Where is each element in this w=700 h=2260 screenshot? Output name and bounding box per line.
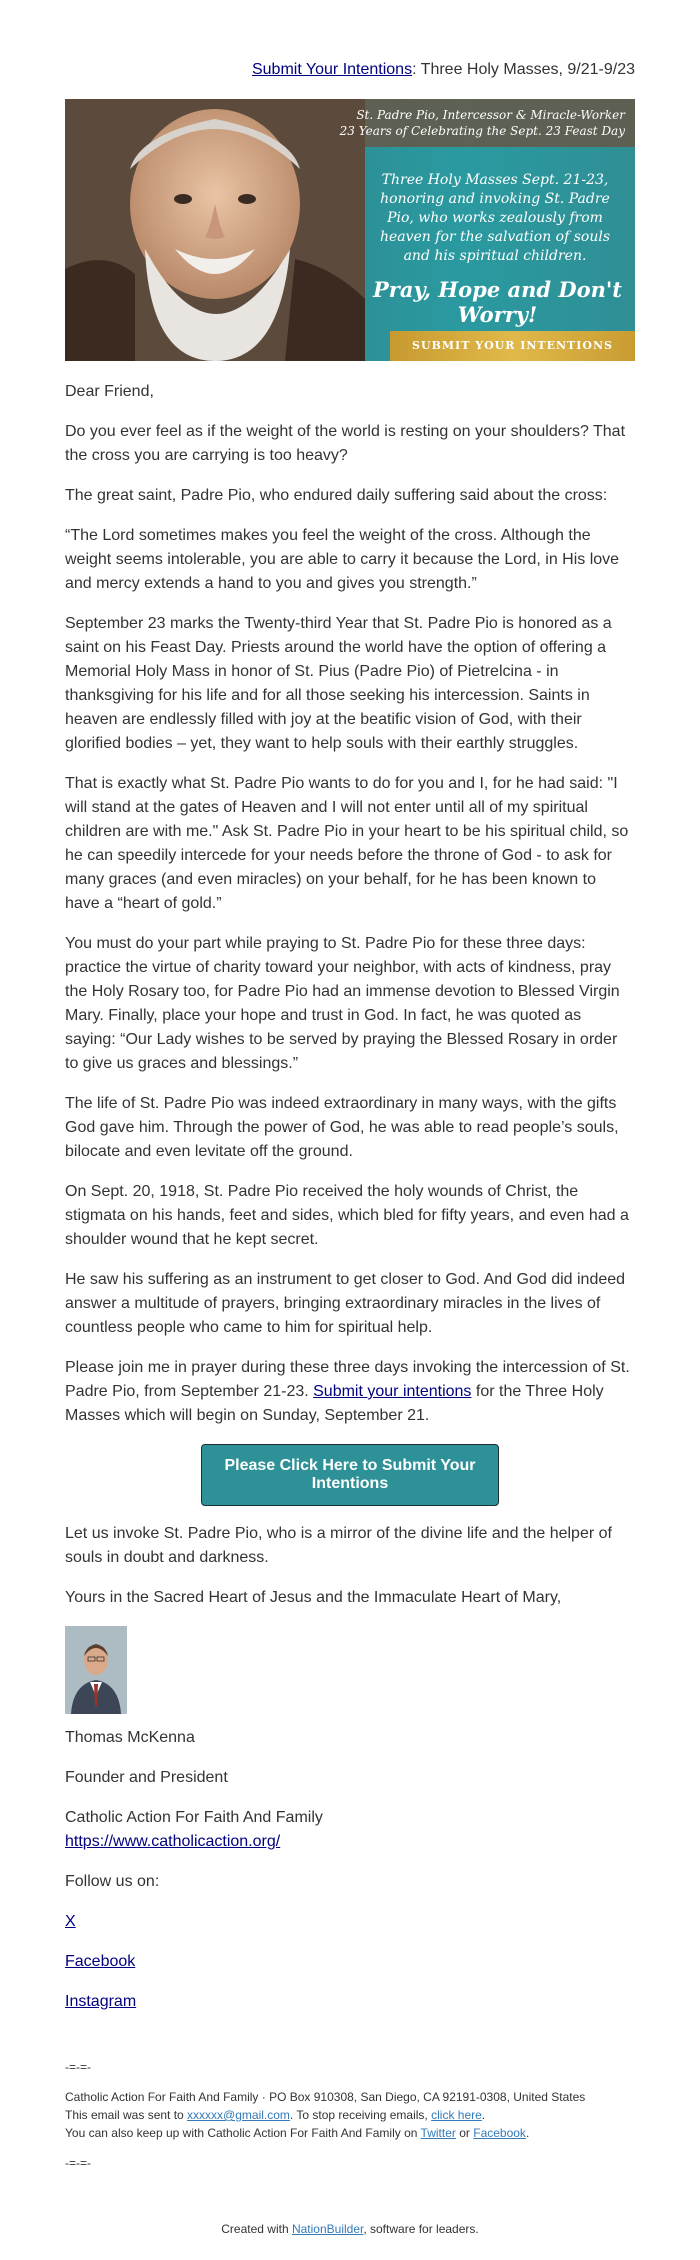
social-x-link[interactable]: X xyxy=(65,1913,76,1930)
footer-keepup-text: You can also keep up with Catholic Action For Faith And Family on xyxy=(65,2126,421,2140)
signature-org-block xyxy=(65,1806,635,1854)
banner-line2: 23 Years of Celebrating the Sept. 23 Feast Day xyxy=(339,124,625,138)
footer-or: or xyxy=(455,2126,474,2140)
footer-sent-text: This email was sent to xyxy=(65,2108,188,2122)
avatar xyxy=(65,1626,127,1714)
banner-line1: St. Padre Pio, Intercessor & Miracle-Worker xyxy=(356,108,625,122)
greeting: Dear Friend, xyxy=(65,383,154,400)
signature-org: Catholic Action For Faith And Family xyxy=(65,1809,323,1826)
paragraph-2: The great saint, Padre Pio, who endured daily suffering said about the cross: xyxy=(65,487,608,504)
footer-keepup-end: . xyxy=(525,2126,530,2140)
credit-text: Created with xyxy=(221,2222,292,2236)
closing: Yours in the Sacred Heart of Jesus and the Immaculate Heart of Mary, xyxy=(65,1589,562,1606)
paragraph-10 xyxy=(65,1356,635,1428)
social-instagram-row xyxy=(65,1990,635,2014)
banner[interactable] xyxy=(65,99,635,361)
paragraph-6: You must do your part while praying to St. Padre Pio for these three days: practice the virtue of charity toward your neighbor, with acts of kindness, pray the Holy Rosary too, for Padre Pio had an immense devotion to Blessed Virgin Mary. Finally, place your hope and trust in God. In fact, he was quoted as saying: “Our Lady wishes to be served by praying the Blessed Rosary in order to give us graces and blessings.” xyxy=(65,935,620,1072)
paragraph-8: On Sept. 20, 1918, St. Padre Pio received the holy wounds of Christ, the stigmata on his hands, feet and sides, which bled for fifty years, and even had a shoulder wound that he kept secret. xyxy=(65,1183,629,1248)
submit-intentions-inline-link[interactable]: Submit your intentions xyxy=(313,1383,472,1400)
footer-sent-mid: . To stop receiving emails, xyxy=(289,2108,432,2122)
social-x-row xyxy=(65,1910,635,1934)
footer-keepup-line xyxy=(65,2124,635,2142)
credit-text-end: , software for leaders. xyxy=(363,2222,479,2236)
footer-separator-bottom: -=-=- xyxy=(65,2156,92,2170)
footer xyxy=(65,2058,635,2184)
paragraph-11: Let us invoke St. Padre Pio, who is a mirror of the divine life and the helper of souls in doubt and darkness. xyxy=(65,1525,612,1566)
paragraph-1: Do you ever feel as if the weight of the world is resting on your shoulders? That the cross you are carrying is too heavy? xyxy=(65,423,626,464)
padre-pio-portrait xyxy=(65,99,365,361)
footer-address: Catholic Action For Faith And Family · PO Box 910308, San Diego, CA 92191-0308, United States xyxy=(65,2090,586,2104)
social-facebook-link[interactable]: Facebook xyxy=(65,1953,136,1970)
submit-intentions-button[interactable]: Please Click Here to Submit Your Intentions xyxy=(201,1444,499,1506)
unsubscribe-link[interactable]: click here xyxy=(431,2108,482,2122)
signature-name: Thomas McKenna xyxy=(65,1729,195,1746)
paragraph-9: He saw his suffering as an instrument to get closer to God. And God did indeed answer a multitude of prayers, bringing extraordinary miracles in the lives of countless people who came to him for spiritual help. xyxy=(65,1271,626,1336)
social-instagram-link[interactable]: Instagram xyxy=(65,1993,137,2010)
paragraph-7: The life of St. Padre Pio was indeed extraordinary in many ways, with the gifts God gave him. Through the power of God, he was able to read people’s souls, bilocate and even levitate off the ground. xyxy=(65,1095,619,1160)
banner-header-text xyxy=(325,107,625,139)
banner-slogan: Pray, Hope and Don't Worry! xyxy=(373,277,622,327)
footer-separator-top: -=-=- xyxy=(65,2060,92,2074)
banner-lead: Three Holy Masses Sept. 21-23, honoring and invoking St. Padre Pio, who works zealously from heaven for the salvation of souls and his spiritual children. xyxy=(379,172,611,264)
paragraph-3-quote: “The Lord sometimes makes you feel the weight of the cross. Although the weight seems intolerable, you are able to carry it because the Lord, in His love and mercy extends a hand to you and gives you strength.” xyxy=(65,527,620,592)
footer-sent-line xyxy=(65,2106,635,2124)
footer-facebook-link[interactable]: Facebook xyxy=(473,2126,526,2140)
recipient-email-link[interactable]: xxxxxx@gmail.com xyxy=(187,2108,290,2122)
paragraph-5: That is exactly what St. Padre Pio wants to do for you and I, for he had said: "I will stand at the gates of Heaven and I will not enter until all of my spiritual children are with me." Ask St. Padre Pio in your heart to be his spiritual child, so he can speedily intercede for your needs before the throne of God - to ask for many graces (and even miracles) on your behalf, for he has been known to have a “heart of gold.” xyxy=(65,775,629,912)
nationbuilder-link[interactable]: NationBuilder xyxy=(291,2222,364,2236)
letter-body xyxy=(65,380,635,2030)
twitter-link[interactable]: Twitter xyxy=(420,2126,456,2140)
follow-label: Follow us on: xyxy=(65,1873,160,1890)
cta-container xyxy=(65,1444,635,1506)
footer-sent-end: . xyxy=(481,2108,486,2122)
signature-title: Founder and President xyxy=(65,1769,228,1786)
credit-line xyxy=(0,2222,700,2236)
header-line xyxy=(252,61,635,79)
banner-submit-button[interactable]: SUBMIT YOUR INTENTIONS xyxy=(412,339,613,352)
header-rest: : Three Holy Masses, 9/21-9/23 xyxy=(412,61,635,78)
submit-intentions-header-link[interactable]: Submit Your Intentions xyxy=(251,61,413,78)
paragraph-4: September 23 marks the Twenty-third Year that St. Padre Pio is honored as a saint on his Feast Day. Priests around the world have the option of offering a Memorial Holy Mass in honor of St. Pius (Padre Pio) of Pietrelcina - in thanksgiving for his life and for all those seeking his intercession. Saints in heaven are endlessly filled with joy at the beatific vision of God, with their glorified bodies – yet, they want to help souls with their earthly struggles. xyxy=(65,615,612,752)
social-facebook-row xyxy=(65,1950,635,1974)
paragraph-10-text-end: for the Three Holy Masses which will begin on Sunday, September 21. xyxy=(65,1383,604,1424)
website-link[interactable]: https://www.catholicaction.org/ xyxy=(65,1833,281,1850)
paragraph-10-text: Please join me in prayer during these three days invoking the intercession of St. Padre Pio, from September 21-23. xyxy=(65,1359,630,1400)
